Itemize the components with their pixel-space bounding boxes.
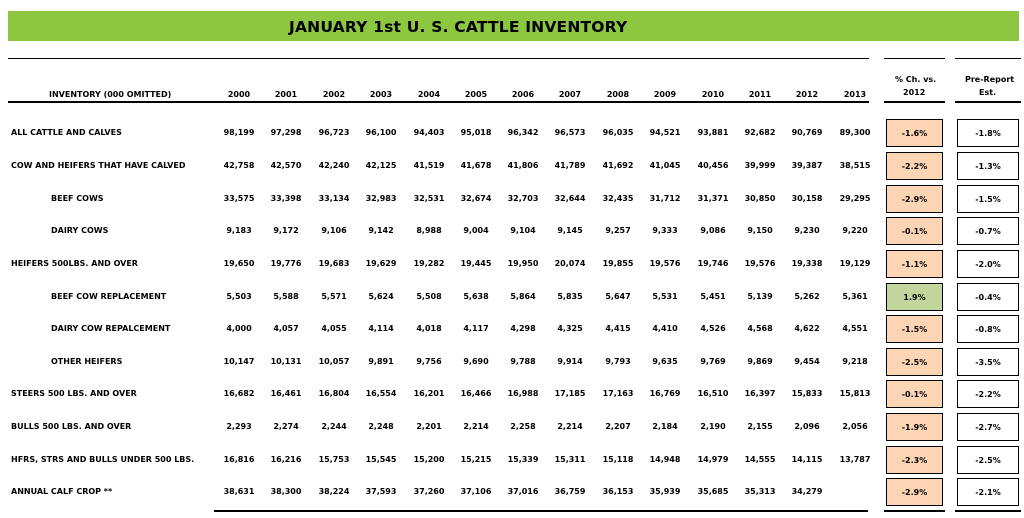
data-cell: 16,466	[460, 389, 492, 398]
data-cell: 4,018	[416, 324, 442, 333]
pre-report-estimate-cell: -1.8%	[957, 119, 1019, 147]
data-cell: 2,244	[321, 422, 347, 431]
pct-change-cell: -2.5%	[886, 348, 943, 376]
data-cell: 5,531	[652, 292, 678, 301]
data-cell: 16,510	[697, 389, 729, 398]
data-cell: 16,682	[223, 389, 255, 398]
year-header: 2012	[795, 90, 819, 99]
data-cell: 15,118	[602, 455, 634, 464]
data-cell: 9,869	[747, 357, 773, 366]
data-cell: 8,988	[416, 226, 442, 235]
pre-report-header-line2: Est.	[979, 88, 997, 97]
data-cell: 29,295	[839, 194, 871, 203]
row-label: STEERS 500 LBS. AND OVER	[11, 389, 137, 398]
pct-change-cell: -2.2%	[886, 152, 943, 180]
data-cell: 9,788	[510, 357, 536, 366]
data-cell: 19,950	[507, 259, 539, 268]
data-cell: 39,999	[744, 161, 776, 170]
data-cell: 96,100	[365, 128, 397, 137]
data-cell: 9,635	[652, 357, 678, 366]
data-cell: 35,313	[744, 487, 776, 496]
data-cell: 30,158	[791, 194, 823, 203]
data-cell: 17,185	[554, 389, 586, 398]
pre-report-header-line1: Pre-Report	[965, 75, 1015, 84]
data-cell: 33,134	[318, 194, 350, 203]
year-header: 2004	[417, 90, 441, 99]
data-cell: 2,214	[557, 422, 583, 431]
inventory-column-header: INVENTORY (000 OMITTED)	[49, 90, 172, 99]
pre-report-estimate-cell: -2.5%	[957, 446, 1019, 474]
data-cell: 38,224	[318, 487, 350, 496]
data-cell: 94,521	[649, 128, 681, 137]
data-cell: 96,723	[318, 128, 350, 137]
data-cell: 4,568	[747, 324, 773, 333]
data-cell: 16,816	[223, 455, 255, 464]
year-header: 2003	[369, 90, 393, 99]
row-label: BULLS 500 LBS. AND OVER	[11, 422, 132, 431]
data-cell: 9,142	[368, 226, 394, 235]
data-cell: 5,451	[700, 292, 726, 301]
data-cell: 2,155	[747, 422, 773, 431]
data-cell: 96,342	[507, 128, 539, 137]
data-cell: 41,806	[507, 161, 539, 170]
data-cell: 4,325	[557, 324, 583, 333]
data-cell: 19,776	[270, 259, 302, 268]
divider-line	[955, 510, 1021, 512]
data-cell: 19,576	[744, 259, 776, 268]
pct-change-cell: -2.3%	[886, 446, 943, 474]
data-cell: 9,914	[557, 357, 583, 366]
data-cell: 38,631	[223, 487, 255, 496]
divider-line	[8, 101, 869, 103]
data-cell: 4,551	[842, 324, 868, 333]
data-cell: 97,298	[270, 128, 302, 137]
pre-report-estimate-cell: -1.3%	[957, 152, 1019, 180]
data-cell: 33,575	[223, 194, 255, 203]
row-label: ANNUAL CALF CROP **	[11, 487, 113, 496]
data-cell: 90,769	[791, 128, 823, 137]
data-cell: 34,279	[791, 487, 823, 496]
data-cell: 9,145	[557, 226, 583, 235]
data-cell: 2,096	[794, 422, 820, 431]
data-cell: 15,311	[554, 455, 586, 464]
pre-report-estimate-cell: -2.0%	[957, 250, 1019, 278]
data-cell: 17,163	[602, 389, 634, 398]
data-cell: 5,508	[416, 292, 442, 301]
row-label: ALL CATTLE AND CALVES	[11, 128, 122, 137]
data-cell: 10,057	[318, 357, 350, 366]
pct-change-cell: -0.1%	[886, 217, 943, 245]
data-cell: 5,262	[794, 292, 820, 301]
data-cell: 19,629	[365, 259, 397, 268]
pct-change-cell: 1.9%	[886, 283, 943, 311]
year-header: 2008	[606, 90, 630, 99]
data-cell: 42,570	[270, 161, 302, 170]
data-cell: 98,199	[223, 128, 255, 137]
data-cell: 9,004	[463, 226, 489, 235]
data-cell: 4,415	[605, 324, 631, 333]
data-cell: 19,129	[839, 259, 871, 268]
data-cell: 9,183	[226, 226, 252, 235]
data-cell: 4,055	[321, 324, 347, 333]
data-cell: 96,035	[602, 128, 634, 137]
data-cell: 15,215	[460, 455, 492, 464]
data-cell: 4,622	[794, 324, 820, 333]
data-cell: 31,712	[649, 194, 681, 203]
data-cell: 14,115	[791, 455, 823, 464]
data-cell: 16,769	[649, 389, 681, 398]
divider-line	[214, 510, 868, 512]
row-label: BEEF COWS	[51, 194, 104, 203]
data-cell: 16,554	[365, 389, 397, 398]
year-header: 2010	[701, 90, 725, 99]
data-cell: 9,690	[463, 357, 489, 366]
pre-report-estimate-cell: -0.7%	[957, 217, 1019, 245]
pre-report-estimate-cell: -2.7%	[957, 413, 1019, 441]
data-cell: 9,218	[842, 357, 868, 366]
data-cell: 42,758	[223, 161, 255, 170]
data-cell: 14,979	[697, 455, 729, 464]
data-cell: 5,835	[557, 292, 583, 301]
data-cell: 37,593	[365, 487, 397, 496]
data-cell: 13,787	[839, 455, 871, 464]
divider-line	[884, 58, 945, 59]
data-cell: 41,519	[413, 161, 445, 170]
row-label: BEEF COW REPLACEMENT	[51, 292, 167, 301]
pre-report-estimate-cell: -3.5%	[957, 348, 1019, 376]
data-cell: 5,864	[510, 292, 536, 301]
pct-change-cell: -2.9%	[886, 185, 943, 213]
data-cell: 9,104	[510, 226, 536, 235]
divider-line	[955, 58, 1021, 59]
pct-change-cell: -1.1%	[886, 250, 943, 278]
data-cell: 15,833	[791, 389, 823, 398]
data-cell: 32,531	[413, 194, 445, 203]
data-cell: 19,683	[318, 259, 350, 268]
data-cell: 9,172	[273, 226, 299, 235]
data-cell: 4,114	[368, 324, 394, 333]
year-header: 2001	[274, 90, 298, 99]
divider-line	[884, 510, 945, 512]
pre-report-estimate-cell: -0.4%	[957, 283, 1019, 311]
data-cell: 92,682	[744, 128, 776, 137]
pct-change-cell: -2.9%	[886, 478, 943, 506]
data-cell: 38,515	[839, 161, 871, 170]
data-cell: 94,403	[413, 128, 445, 137]
data-cell: 38,300	[270, 487, 302, 496]
row-label: COW AND HEIFERS THAT HAVE CALVED	[11, 161, 186, 170]
data-cell: 16,201	[413, 389, 445, 398]
data-cell: 9,230	[794, 226, 820, 235]
pct-change-cell: -1.6%	[886, 119, 943, 147]
data-cell: 19,576	[649, 259, 681, 268]
data-cell: 32,435	[602, 194, 634, 203]
data-cell: 32,674	[460, 194, 492, 203]
data-cell: 15,753	[318, 455, 350, 464]
data-cell: 2,190	[700, 422, 726, 431]
row-label: HFRS, STRS AND BULLS UNDER 500 LBS.	[11, 455, 195, 464]
data-cell: 19,746	[697, 259, 729, 268]
row-label: OTHER HEIFERS	[51, 357, 123, 366]
pre-report-estimate-cell: -2.2%	[957, 380, 1019, 408]
data-cell: 4,000	[226, 324, 252, 333]
data-cell: 95,018	[460, 128, 492, 137]
data-cell: 19,282	[413, 259, 445, 268]
row-label: DAIRY COWS	[51, 226, 109, 235]
data-cell: 9,220	[842, 226, 868, 235]
data-cell: 5,588	[273, 292, 299, 301]
data-cell: 36,153	[602, 487, 634, 496]
data-cell: 16,461	[270, 389, 302, 398]
data-cell: 19,338	[791, 259, 823, 268]
data-cell: 2,184	[652, 422, 678, 431]
data-cell: 41,678	[460, 161, 492, 170]
year-header: 2000	[227, 90, 251, 99]
data-cell: 15,339	[507, 455, 539, 464]
data-cell: 14,948	[649, 455, 681, 464]
year-header: 2011	[748, 90, 772, 99]
year-header: 2006	[511, 90, 535, 99]
pre-report-estimate-cell: -2.1%	[957, 478, 1019, 506]
data-cell: 4,298	[510, 324, 536, 333]
data-cell: 16,988	[507, 389, 539, 398]
data-cell: 14,555	[744, 455, 776, 464]
data-cell: 16,397	[744, 389, 776, 398]
data-cell: 37,106	[460, 487, 492, 496]
row-label: DAIRY COW REPALCEMENT	[51, 324, 171, 333]
year-header: 2005	[464, 90, 488, 99]
data-cell: 32,703	[507, 194, 539, 203]
data-cell: 16,804	[318, 389, 350, 398]
data-cell: 16,216	[270, 455, 302, 464]
data-cell: 32,644	[554, 194, 586, 203]
data-cell: 9,333	[652, 226, 678, 235]
data-cell: 5,571	[321, 292, 347, 301]
divider-line	[884, 101, 945, 103]
data-cell: 20,074	[554, 259, 586, 268]
data-cell: 33,398	[270, 194, 302, 203]
data-cell: 4,410	[652, 324, 678, 333]
divider-line	[955, 101, 1021, 103]
data-cell: 2,258	[510, 422, 536, 431]
page-title: JANUARY 1st U. S. CATTLE INVENTORY	[289, 18, 628, 36]
year-header: 2009	[653, 90, 677, 99]
data-cell: 9,150	[747, 226, 773, 235]
data-cell: 4,117	[463, 324, 489, 333]
data-cell: 15,813	[839, 389, 871, 398]
data-cell: 42,240	[318, 161, 350, 170]
data-cell: 9,454	[794, 357, 820, 366]
data-cell: 15,200	[413, 455, 445, 464]
data-cell: 15,545	[365, 455, 397, 464]
data-cell: 10,131	[270, 357, 302, 366]
data-cell: 4,057	[273, 324, 299, 333]
divider-line	[8, 58, 869, 59]
data-cell: 19,445	[460, 259, 492, 268]
data-cell: 39,387	[791, 161, 823, 170]
data-cell: 37,016	[507, 487, 539, 496]
data-cell: 31,371	[697, 194, 729, 203]
pct-change-cell: -1.9%	[886, 413, 943, 441]
pct-change-header-line2: 2012	[903, 88, 926, 97]
year-header: 2002	[322, 90, 346, 99]
data-cell: 10,147	[223, 357, 255, 366]
data-cell: 5,624	[368, 292, 394, 301]
data-cell: 35,685	[697, 487, 729, 496]
data-cell: 2,274	[273, 422, 299, 431]
data-cell: 42,125	[365, 161, 397, 170]
data-cell: 41,789	[554, 161, 586, 170]
data-cell: 9,086	[700, 226, 726, 235]
data-cell: 2,207	[605, 422, 631, 431]
pct-change-cell: -1.5%	[886, 315, 943, 343]
data-cell: 2,201	[416, 422, 442, 431]
data-cell: 2,214	[463, 422, 489, 431]
data-cell: 2,293	[226, 422, 252, 431]
pct-change-cell: -0.1%	[886, 380, 943, 408]
data-cell: 5,647	[605, 292, 631, 301]
data-cell: 5,638	[463, 292, 489, 301]
pre-report-estimate-cell: -1.5%	[957, 185, 1019, 213]
data-cell: 35,939	[649, 487, 681, 496]
data-cell: 9,756	[416, 357, 442, 366]
data-cell: 5,139	[747, 292, 773, 301]
data-cell: 9,769	[700, 357, 726, 366]
year-header: 2007	[558, 90, 582, 99]
data-cell: 32,983	[365, 194, 397, 203]
data-cell: 5,503	[226, 292, 252, 301]
data-cell: 96,573	[554, 128, 586, 137]
year-header: 2013	[843, 90, 867, 99]
data-cell: 5,361	[842, 292, 868, 301]
data-cell: 93,881	[697, 128, 729, 137]
pct-change-header-line1: % Ch. vs.	[895, 75, 937, 84]
row-label: HEIFERS 500LBS. AND OVER	[11, 259, 138, 268]
pre-report-estimate-cell: -0.8%	[957, 315, 1019, 343]
data-cell: 9,793	[605, 357, 631, 366]
data-cell: 36,759	[554, 487, 586, 496]
data-cell: 89,300	[839, 128, 871, 137]
data-cell: 2,056	[842, 422, 868, 431]
data-cell: 41,045	[649, 161, 681, 170]
data-cell: 9,106	[321, 226, 347, 235]
data-cell: 9,257	[605, 226, 631, 235]
data-cell: 41,692	[602, 161, 634, 170]
data-cell: 40,456	[697, 161, 729, 170]
data-cell: 9,891	[368, 357, 394, 366]
data-cell: 19,650	[223, 259, 255, 268]
data-cell: 2,248	[368, 422, 394, 431]
data-cell: 30,850	[744, 194, 776, 203]
data-cell: 19,855	[602, 259, 634, 268]
data-cell: 37,260	[413, 487, 445, 496]
data-cell: 4,526	[700, 324, 726, 333]
